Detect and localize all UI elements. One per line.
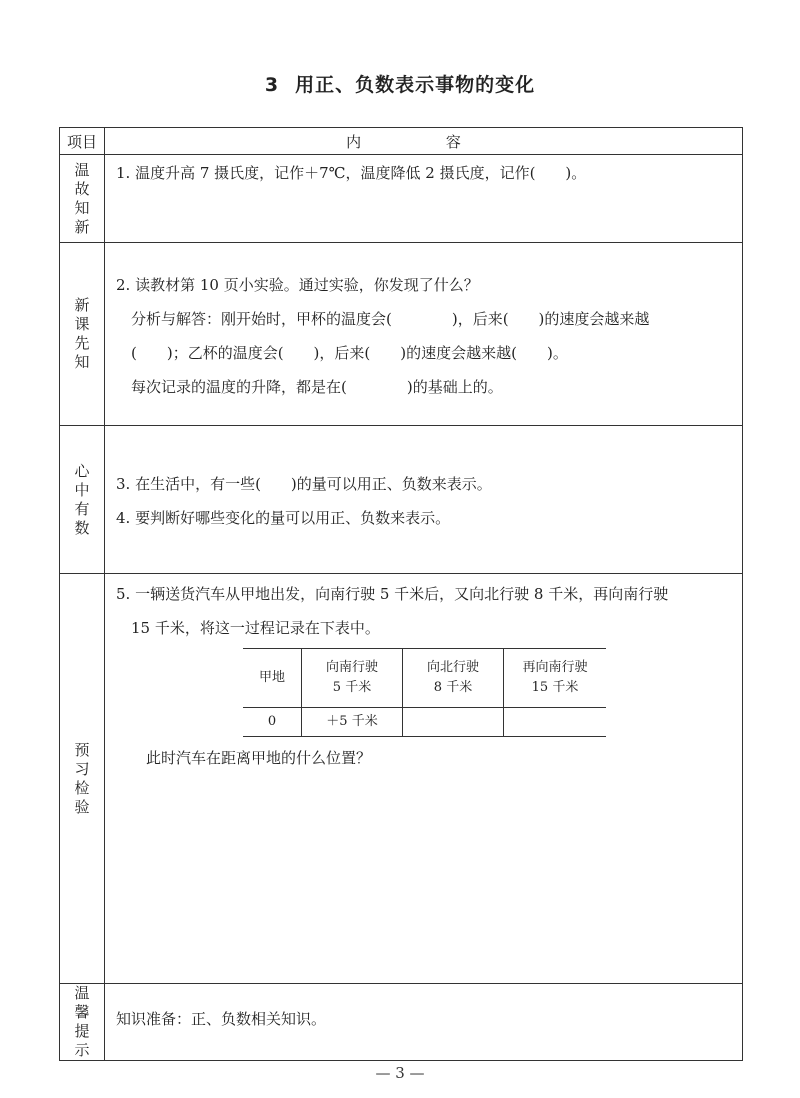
travel-header-cell: 甲地 (243, 649, 302, 708)
question-5-followup: 此时汽车在距离甲地的什么位置？ (146, 749, 372, 767)
section-review (60, 155, 743, 243)
section-label: 温馨提示 (60, 984, 105, 1061)
question-2-line: ( )；乙杯的温度会( )，后来( )的速度会越来越( )。 (131, 344, 568, 362)
header-content: 内 容 (105, 128, 743, 155)
travel-table-row (243, 708, 606, 737)
section-key-points (60, 426, 743, 574)
section-number: 3 (264, 74, 280, 96)
travel-cell: 0 (243, 708, 302, 737)
travel-cell-blank[interactable] (504, 708, 607, 737)
travel-header-cell: 再向南行驶 15 千米 (504, 649, 607, 708)
section-label: 心中有数 (60, 426, 105, 574)
question-3: 3. 在生活中，有一些( )的量可以用正、负数来表示。 (116, 475, 492, 493)
tip-text: 知识准备：正、负数相关知识。 (116, 1010, 327, 1028)
header-item: 项目 (60, 128, 105, 155)
section-preview (60, 243, 743, 426)
travel-header-cell: 向南行驶 5 千米 (302, 649, 403, 708)
worksheet-table (59, 127, 743, 1061)
travel-cell: ＋5 千米 (302, 708, 403, 737)
section-practice (60, 574, 743, 984)
section-label: 新课先知 (60, 243, 105, 426)
page-number: — 3 — (375, 1064, 425, 1082)
question-1: 1. 温度升高 7 摄氏度，记作＋7℃，温度降低 2 摄氏度，记作( )。 (116, 164, 587, 182)
question-5-prompt: 5. 一辆送货汽车从甲地出发，向南行驶 5 千米后，又向北行驶 8 千米，再向南行驶 (116, 585, 669, 603)
question-2-line: 分析与解答：刚开始时，甲杯的温度会( )，后来( )的速度会越来越 (131, 310, 650, 328)
section-label: 预习检验 (60, 574, 105, 984)
section-tip (60, 984, 743, 1061)
travel-cell-blank[interactable] (403, 708, 504, 737)
question-2-prompt: 2. 读教材第 10 页小实验。通过实验，你发现了什么？ (116, 276, 479, 294)
question-5-prompt-cont: 15 千米，将这一过程记录在下表中。 (131, 619, 380, 637)
page-title (0, 70, 800, 97)
section-label: 温故知新 (60, 155, 105, 243)
travel-record-table (243, 648, 606, 737)
table-header-row (60, 128, 743, 155)
question-2-line: 每次记录的温度的升降，都是在( )的基础上的。 (131, 378, 503, 396)
travel-header-cell: 向北行驶 8 千米 (403, 649, 504, 708)
travel-table-header (243, 649, 606, 708)
section-title: 用正、负数表示事物的变化 (295, 74, 536, 96)
question-4: 4. 要判断好哪些变化的量可以用正、负数来表示。 (116, 509, 451, 527)
